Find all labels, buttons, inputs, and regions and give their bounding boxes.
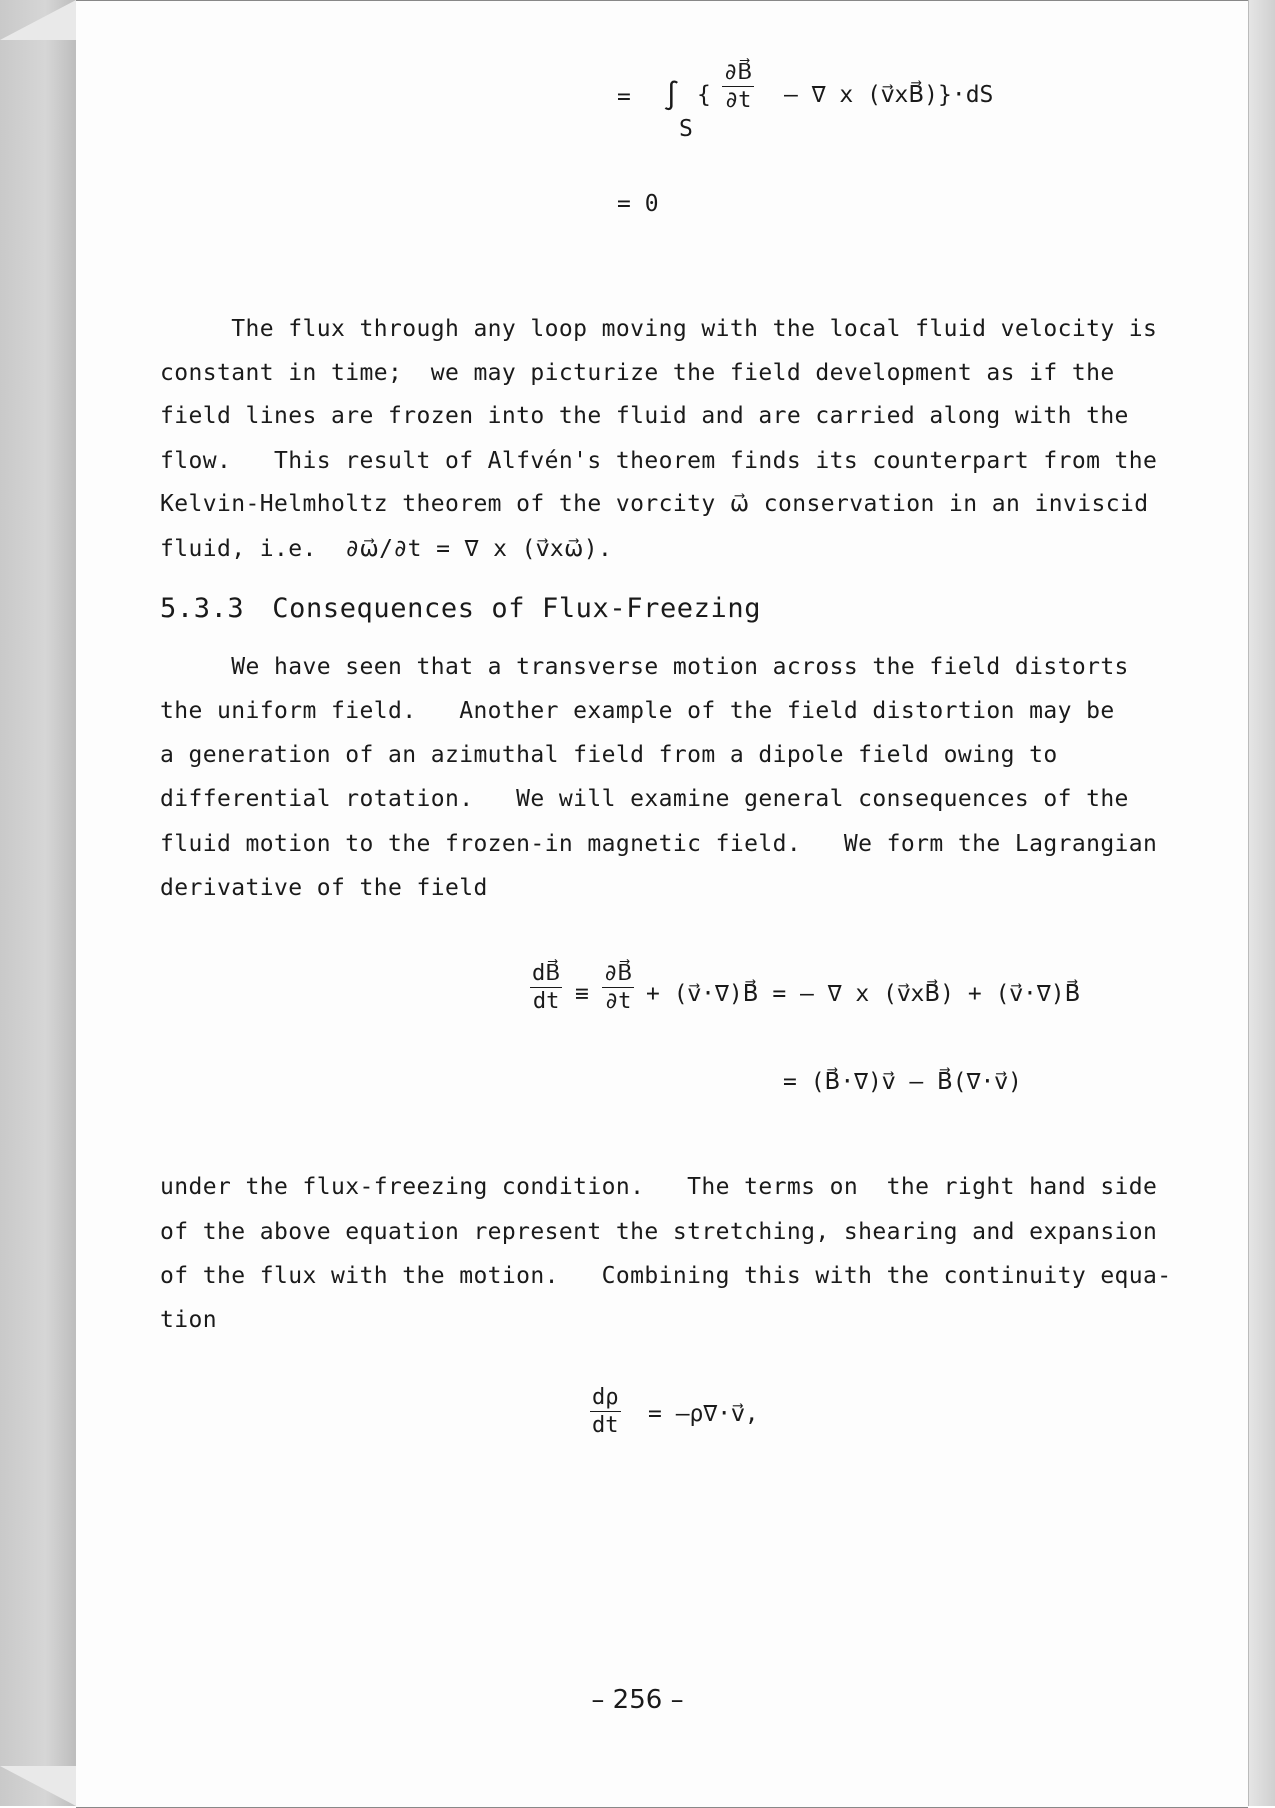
p3-line: tion [160, 1307, 217, 1333]
spine-bottom-corner [0, 1766, 76, 1806]
eq5-fraction [590, 1387, 621, 1437]
eq1-fraction [722, 62, 754, 112]
eq3-fraction-right [602, 963, 634, 1013]
page-number: – 256 – [591, 1685, 684, 1715]
p1-line: fluid, i.e. ∂ω⃗/∂t = ∇ x (v⃗xω⃗). [160, 536, 613, 562]
eq1-integral: ∫ [663, 79, 680, 112]
spine-top-corner [0, 0, 76, 40]
eq5-rest: = –ρ∇·v⃗, [648, 1401, 759, 1427]
eq3-denominator-right: ∂t [604, 989, 632, 1014]
p2-line: fluid motion to the frozen-in magnetic field. We form the Lagrangian [160, 831, 1158, 857]
book-spine [0, 0, 77, 1806]
eq1-equals: = [617, 84, 631, 110]
section-heading [160, 593, 761, 624]
p2-line: We have seen that a transverse motion across the field distorts [160, 654, 1129, 680]
page-sheet [76, 0, 1248, 1808]
p2-line: the uniform field. Another example of the field distortion may be [160, 698, 1115, 724]
eq3-numerator-right: ∂B⃗ [604, 961, 633, 986]
p2-line: derivative of the field [160, 875, 488, 901]
p1-line: flow. This result of Alfvén's theorem finds its counterpart from the [160, 448, 1158, 474]
p3-line: of the above equation represent the stretching, shearing and expansion [160, 1219, 1158, 1245]
eq5-numerator: dρ [592, 1385, 619, 1410]
p1-line: The flux through any loop moving with the local fluid velocity is [160, 316, 1158, 342]
p3-line: of the flux with the motion. Combining this with the continuity equa- [160, 1263, 1172, 1289]
page-right-edge [1248, 0, 1275, 1806]
eq3-fraction-left [530, 963, 562, 1013]
p2-line: differential rotation. We will examine general consequences of the [160, 786, 1129, 812]
eq1-numerator: ∂B⃗ [724, 60, 753, 85]
p2-line: a generation of an azimuthal field from a dipole field owing to [160, 742, 1058, 768]
section-title: Consequences of Flux-Freezing [272, 593, 762, 624]
p1-line: field lines are frozen into the fluid and are carried along with the [160, 403, 1129, 429]
eq1-subscript: S [679, 116, 693, 142]
eq4: = (B⃗·∇)v⃗ – B⃗(∇·v⃗) [783, 1069, 1022, 1095]
eq1-rest: – ∇ x (v⃗xB⃗)}·dS [784, 82, 994, 108]
eq5-denominator: dt [592, 1413, 619, 1438]
eq3-denominator-left: dt [532, 989, 560, 1014]
eq2: = 0 [617, 191, 659, 217]
eq1-brace: { [697, 82, 711, 108]
eq3-rest: + (v⃗·∇)B⃗ = – ∇ x (v⃗xB⃗) + (v⃗·∇)B⃗ [646, 981, 1081, 1007]
p3-line: under the flux-freezing condition. The terms on the right hand side [160, 1174, 1158, 1200]
p1-line: Kelvin-Helmholtz theorem of the vorcity ω⃗ conservation in an inviscid [160, 491, 1149, 517]
eq3-numerator-left: dB⃗ [532, 961, 561, 986]
eq3-equiv: ≡ [575, 981, 589, 1007]
section-number: 5.3.3 [160, 593, 245, 624]
eq1-denominator: ∂t [724, 88, 752, 113]
p1-line: constant in time; we may picturize the field development as if the [160, 360, 1115, 386]
